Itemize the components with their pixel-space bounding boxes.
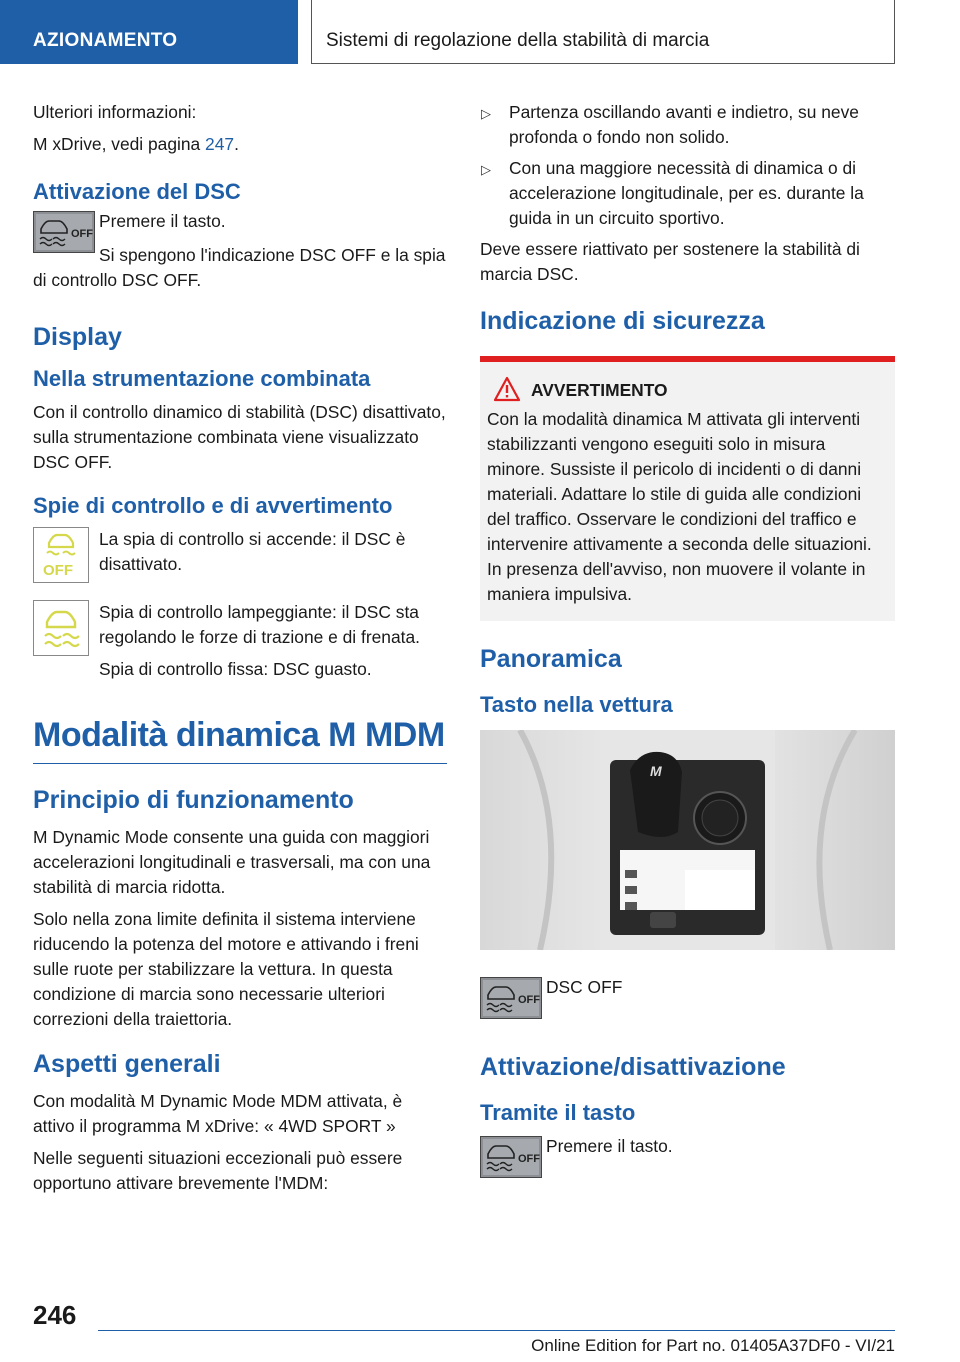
light1-text: La spia di controllo si accende: il DSC è disattivato. xyxy=(99,529,406,574)
general-text-2: Nelle seguenti situazioni eccezionali può essere opportuno attivare brevemente l'MDM: xyxy=(33,1148,403,1193)
right-column xyxy=(480,100,895,1190)
footer-divider xyxy=(98,1330,895,1331)
list-item: ▷ Con una maggiore necessità di dinamica o di accelerazione longitudinale, per es. durante la guida in un circuito sportivo. xyxy=(481,158,864,228)
dsc-activation-row xyxy=(33,209,447,265)
dsc-off-indicator-icon xyxy=(33,527,89,583)
warning-heading: AVVERTIMENTO xyxy=(531,380,888,401)
warning-triangle-icon xyxy=(493,376,521,402)
cluster-text: Con il controllo dinamico di stabilità (DSC) disattivato, sulla strumentazione combinata viene visualizzato DSC OFF. xyxy=(33,402,446,472)
overview-heading: Panoramica xyxy=(480,645,622,673)
light2-text: Spia di controllo lampeggiante: il DSC sta regolando le forze di trazione e di frenata. xyxy=(99,602,420,647)
reactivate-text: Deve essere riattivato per sostenere la stabilità di marcia DSC. xyxy=(480,239,860,284)
dsc-indicator-icon xyxy=(33,600,89,656)
svg-text:OFF: OFF xyxy=(518,994,540,1006)
edition-text: Online Edition for Part no. 01405A37DF0 - VI/21 xyxy=(531,1336,895,1355)
chapter-title: AZIONAMENTO xyxy=(0,0,298,64)
situations-list xyxy=(480,100,895,231)
page-header xyxy=(0,0,960,66)
general-text-1: Con modalità M Dynamic Mode MDM attivata, è attivo il programma M xDrive: « 4WD SPORT » xyxy=(33,1091,403,1136)
page-link[interactable]: 247 xyxy=(205,134,235,154)
svg-text:OFF: OFF xyxy=(518,1153,540,1165)
press-button-text: Premere il tasto. xyxy=(546,1136,673,1156)
list-item: ▷ Partenza oscillando avanti e indietro, su neve profonda o fondo non solido. xyxy=(481,102,859,147)
press-button-row xyxy=(480,1134,895,1190)
dsc-off-label: DSC OFF xyxy=(546,977,623,997)
svg-text:OFF: OFF xyxy=(71,228,93,240)
warning-box xyxy=(480,356,895,621)
safety-heading: Indicazione di sicurezza xyxy=(480,307,765,335)
display-heading: Display xyxy=(33,323,122,351)
light3-text: Spia di controllo fissa: DSC guasto. xyxy=(99,659,372,679)
bullet-triangle-icon: ▷ xyxy=(481,162,491,177)
svg-text:M: M xyxy=(650,763,662,779)
dsc-off-button-icon xyxy=(480,1136,542,1178)
center-console-photo xyxy=(480,730,895,950)
warning-text: Con la modalità dinamica M attivata gli interventi stabilizzanti vengono eseguiti solo in misura minore. Sussiste il pericolo di incidenti o di danni materiali. Adattare lo stile di guida alle condizioni del traffico. Osservare le condizioni del traffico e intervenire attivamente a seconda delle situazioni. In presenza dell'avviso, non muovere il volante in maniera impulsiva. xyxy=(487,409,872,604)
principle-text-1: M Dynamic Mode consente una guida con maggiori accelerazioni longitudinali e trasversali, ma con una stabilità di marcia ridotta. xyxy=(33,827,431,897)
section-title: Sistemi di regolazione della stabilità di marcia xyxy=(311,0,895,64)
principle-heading: Principio di funzionamento xyxy=(33,786,354,814)
dsc-off-button-icon xyxy=(480,977,542,1019)
dsc-off-button-icon xyxy=(33,211,95,253)
press-button-text: Premere il tasto. xyxy=(99,211,226,231)
cluster-heading: Nella strumentazione combinata xyxy=(33,366,371,391)
xdrive-reference: M xDrive, vedi pagina 247. xyxy=(33,134,239,154)
onoff-heading: Attivazione/disattivazione xyxy=(480,1053,786,1081)
via-button-heading: Tramite il tasto xyxy=(480,1100,636,1125)
bullet-triangle-icon: ▷ xyxy=(481,106,491,121)
svg-text:OFF: OFF xyxy=(43,562,73,579)
more-info-label: Ulteriori informazioni: xyxy=(33,102,197,122)
indicator-dsc-off xyxy=(33,527,447,577)
lights-heading: Spie di controllo e di avvertimento xyxy=(33,493,393,518)
general-heading: Aspetti generali xyxy=(33,1050,221,1078)
indicator-dsc-active xyxy=(33,600,447,682)
button-location-heading: Tasto nella vettura xyxy=(480,692,673,717)
principle-text-2: Solo nella zona limite definita il sistema interviene riducendo la potenza del motore e attivando i freni sulle ruote per stabilizzare la vettura. In questa condizione di marcia sono necessarie ulteriori correzioni della traiettoria. xyxy=(33,909,419,1029)
mdm-heading: Modalità dinamica M MDM xyxy=(33,716,447,764)
left-column xyxy=(33,100,447,1203)
dsc-off-button-row xyxy=(480,975,895,1031)
dsc-activation-heading: Attivazione del DSC xyxy=(33,179,241,204)
page-number: 246 xyxy=(33,1300,77,1330)
dsc-off-description: Si spengono l'indicazione DSC OFF e la spia di controllo DSC OFF. xyxy=(33,245,446,290)
